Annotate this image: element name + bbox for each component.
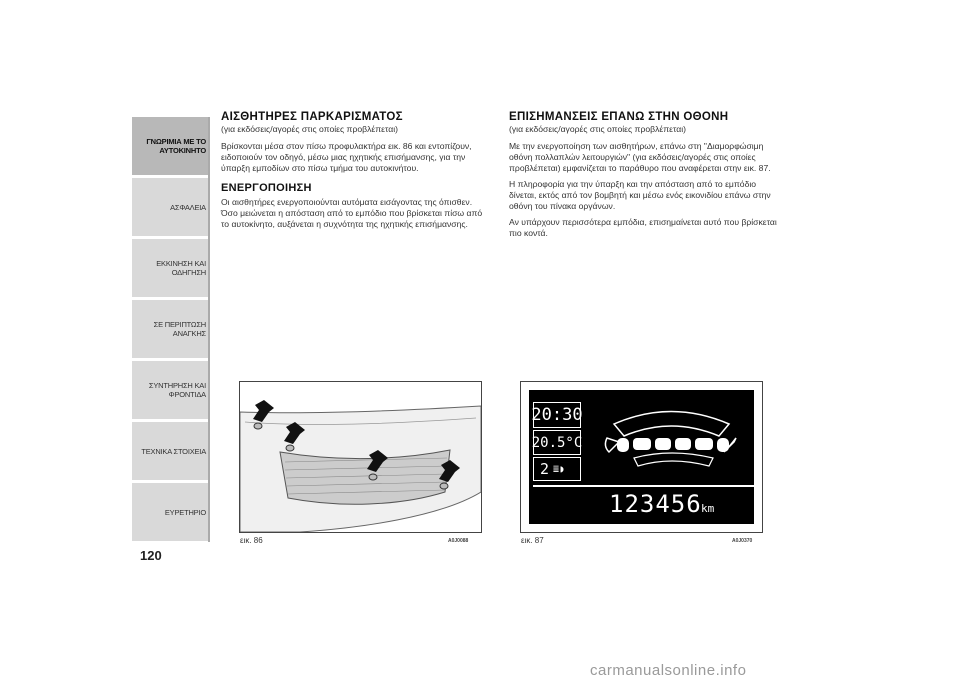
page-number: 120 [140, 548, 162, 563]
tab-label: ΕΥΡΕΤΗΡΙΟ [164, 507, 206, 517]
tab-getting-to-know[interactable] [132, 117, 210, 175]
figure-86 [239, 381, 482, 533]
figure-code: A0J0088 [448, 538, 469, 544]
watermark: carmanualsonline.info [590, 662, 747, 679]
section-heading: ΕΝΕΡΓΟΠΟΙΗΣΗ [221, 182, 312, 194]
figure-87 [520, 381, 763, 533]
sensor-zones-icon [589, 394, 754, 484]
paragraph: Οι αισθητήρες ενεργοποιούνται αυτόματα εισάγοντας της όπισθεν. Όσο μειώνεται η απόσταση από το εμπόδιο που βρίσκεται πίσω από το αυτοκίνητο, αυξάνεται η συχνότητα της ηχητικής επισήμανσης. [221, 197, 483, 229]
paragraph: Αν υπάρχουν περισσότερα εμπόδια, επισημαίνεται αυτό που βρίσκεται πιο κοντά. [509, 217, 777, 238]
gear-readout [533, 457, 581, 481]
lights-icon: ≣◗ [553, 463, 566, 475]
figure-caption: εικ. 86 [240, 536, 263, 545]
clock-readout: 20:30 [533, 402, 581, 428]
figure-caption: εικ. 87 [521, 536, 544, 545]
tab-safety[interactable] [132, 178, 210, 236]
tab-starting-driving[interactable] [132, 239, 210, 297]
tab-index[interactable] [132, 483, 210, 541]
tab-label: ΣΕ ΠΕΡΙΠΤΩΣΗ ΑΝΑΓΚΗΣ [153, 320, 206, 338]
display-divider [533, 485, 754, 487]
paragraph: Με την ενεργοποίηση των αισθητήρων, επάνω στη "Διαμορφώσιμη οθόνη πολλαπλών λειτουργιών" (για εκδόσεις/αγορές στις οποίες προβλέπεται) εμφανίζεται το παράθυρο που αναφέρεται στην εικ. 87. [509, 141, 771, 173]
section-subtitle: (για εκδόσεις/αγορές στις οποίες προβλέπεται) [509, 124, 686, 134]
sidebar-divider [208, 117, 210, 542]
figure-code: A0J0370 [732, 538, 753, 544]
paragraph: Βρίσκονται μέσα στον πίσω προφυλακτήρα εικ. 86 και εντοπίζουν, ειδοποιούν τον οδηγό, μέσω μιας ηχητικής επισήμανσης, για την ύπαρξη εμποδίων στο πίσω τμήμα του αυτοκινήτου. [221, 141, 472, 173]
paragraph: Η πληροφορία για την ύπαρξη και την απόσταση από το εμπόδιο δίνεται, εκτός από τον βομβητή και μέσω ενός εικονιδίου επάνω στην οθόνη του πίνακα οργάνων. [509, 179, 771, 211]
section-subtitle: (για εκδόσεις/αγορές στις οποίες προβλέπεται) [221, 124, 398, 134]
bumper-sensors-illustration [240, 382, 481, 532]
parking-sensor-display [529, 390, 754, 524]
tab-label: ΣΥΝΤΗΡΗΣΗ ΚΑΙ ΦΡΟΝΤΙΔΑ [148, 381, 206, 399]
gear-number: 2 [540, 460, 550, 478]
odometer-readout: 123456 [609, 490, 702, 518]
tab-emergency[interactable] [132, 300, 210, 358]
section-title: ΑΙΣΘΗΤΗΡΕΣ ΠΑΡΚΑΡΙΣΜΑΤΟΣ [221, 111, 403, 123]
chapter-sidebar [132, 117, 210, 544]
tab-maintenance[interactable] [132, 361, 210, 419]
temperature-readout: 20.5°C [533, 430, 581, 455]
odometer-unit: km [701, 502, 715, 515]
section-title: ΕΠΙΣΗΜΑΝΣΕΙΣ ΕΠΑΝΩ ΣΤΗΝ ΟΘΟΝΗ [509, 111, 729, 123]
left-column [221, 110, 491, 235]
tab-label: ΕΚΚΙΝΗΣΗ ΚΑΙ ΟΔΗΓΗΣΗ [156, 259, 206, 277]
tab-label: ΑΣΦΑΛΕΙΑ [170, 202, 206, 212]
tab-label: ΓΝΩΡΙΜΙΑ ΜΕ ΤΟ ΑΥΤΟΚΙΝΗΤΟ [146, 137, 206, 155]
tab-technical[interactable] [132, 422, 210, 480]
tab-label: ΤΕΧΝΙΚΑ ΣΤΟΙΧΕΙΑ [141, 446, 206, 456]
right-column [509, 110, 779, 244]
